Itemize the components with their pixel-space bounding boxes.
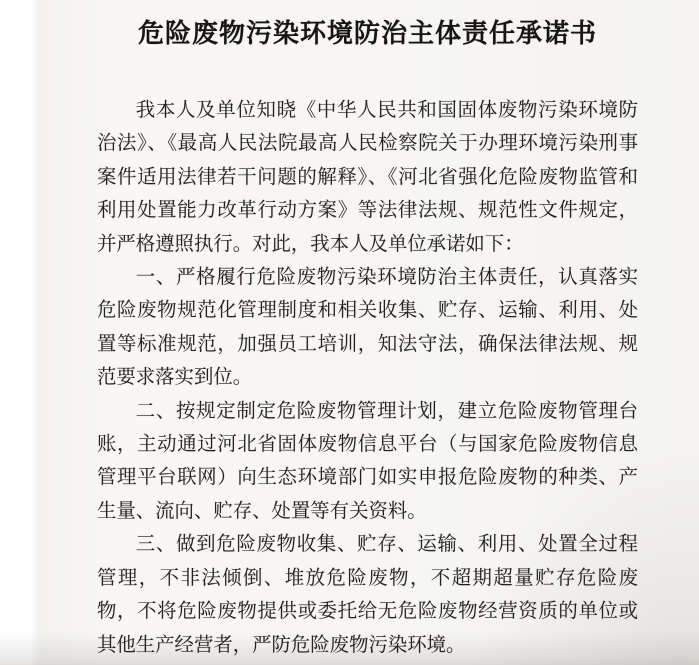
document-content <box>97 0 638 662</box>
paragraph-item-2: 二、按规定制定危险废物管理计划，建立危险废物管理台账，主动通过河北省固体废物信息平台（与国家危险废物信息管理平台联网）向生态环境部门如实申报危险废物的种类、产生量、流向、贮存、处置等有关资料。 <box>97 400 638 522</box>
document-body <box>97 94 638 662</box>
paragraph-intro: 我本人及单位知晓《中华人民共和国固体废物污染环境防治法》、《最高人民法院最高人民检察院关于办理环境污染刑事案件适用法律若干问题的解释》、《河北省强化危险废物监管和利用处置能力改革行动方案》等法律法规、规范性文件规定，并严格遵照执行。对此，我本人及单位承诺如下： <box>97 100 638 255</box>
document-title: 危险废物污染环境防治主体责任承诺书 <box>137 19 597 48</box>
paragraph-item-3: 三、做到危险废物收集、贮存、运输、利用、处置全过程管理，不非法倾倒、堆放危险废物，不超期超量贮存危险废物，不将危险废物提供或委托给无危险废物经营资质的单位或其他生产经营者，严防危险废物污染环境。 <box>97 534 638 656</box>
paragraph-item-1: 一、严格履行危险废物污染环境防治主体责任，认真落实危险废物规范化管理制度和相关收集、贮存、运输、利用、处置等标准规范，加强员工培训，知法守法，确保法律法规、规范要求落实到位。 <box>97 267 638 389</box>
